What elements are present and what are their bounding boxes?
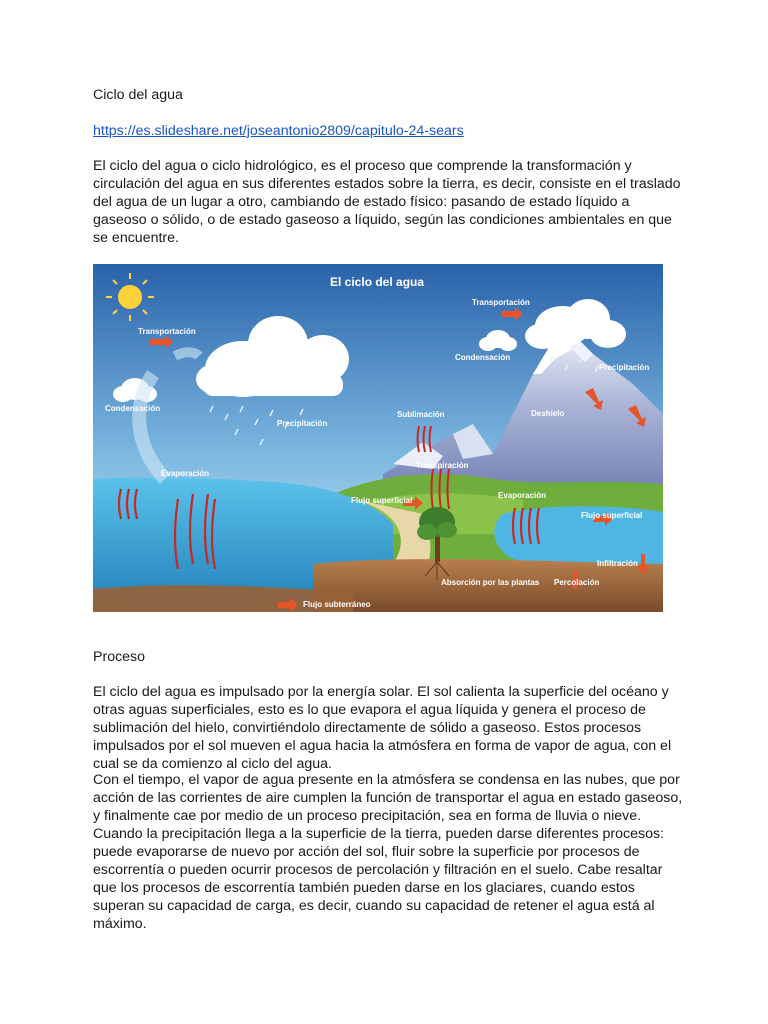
label-transpiration: Transpiración xyxy=(416,461,469,470)
document-heading: Ciclo del agua xyxy=(93,87,183,103)
label-condensation-right: Condensación xyxy=(455,353,511,362)
process-paragraph-2: Con el tiempo, el vapor de agua presente en la atmósfera se condensa en las nubes, que por acción de las corrientes de aire cumplen la función de transportar el agua en estado gaseoso, y finalmente cae por medio de un proceso precipitación, sea en forma de lluvia o nieve. Cuando la precipitación llega a la superficie de la tierra, pueden darse diferentes procesos: puede evaporarse de nuevo por acción del sol, fluir sobre la superficie por procesos de escorrentía o pueden ocurrir procesos de percolación y filtración en el suelo. Cabe resaltar que los procesos de escorrentía también pueden darse en los glaciares, cuando estos superan su capacidad de carga, es decir, cuando su capacidad de retener el agua está al máximo. xyxy=(93,772,683,932)
label-infiltration: Infiltración xyxy=(597,559,638,568)
label-transport-right: Transportación xyxy=(472,298,530,307)
label-surface-flow-left: Flujo superficial xyxy=(351,496,413,505)
section-heading: Proceso xyxy=(93,649,146,665)
label-precipitation-left: Precipitación xyxy=(277,419,328,428)
water-cycle-illustration xyxy=(93,264,663,612)
label-evaporation-left: Evaporación xyxy=(161,469,210,478)
label-thaw: Deshielo xyxy=(531,409,565,418)
label-sublimation: Sublimación xyxy=(397,410,445,419)
diagram-title: El ciclo del agua xyxy=(330,275,425,289)
label-percolation: Percolación xyxy=(554,578,600,587)
label-evaporation-right: Evaporación xyxy=(498,491,547,500)
source-link[interactable]: https://es.slideshare.net/joseantonio2809/capitulo-24-sears xyxy=(93,123,464,139)
water-cycle-diagram xyxy=(93,264,663,612)
label-transport-left: Transportación xyxy=(138,327,196,336)
label-plant-absorption: Absorción por las plantas xyxy=(441,578,540,587)
process-paragraph-1: El ciclo del agua es impulsado por la energía solar. El sol calienta la superficie del océano y otras aguas superficiales, esto es lo que evapora el agua líquida y genera el proceso de sublimación del hielo, convirtiéndolo directamente de sólido a gaseoso. Estos procesos impulsados por el sol mueven el agua hacia la atmósfera en forma de vapor de agua, con el cual se da comienzo al ciclo del agua. xyxy=(93,684,672,772)
intro-paragraph: El ciclo del agua o ciclo hidrológico, es el proceso que comprende la transformación y circulación del agua en sus diferentes estados sobre la tierra, es decir, consiste en el traslado del agua de un lugar a otro, cambiando de estado físico: pasando de estado líquido a gaseoso o sólido, o de estado gaseoso a líquido, según las condiciones ambientales en que se encuentre. xyxy=(93,158,681,246)
label-precipitation-right: Precipitación xyxy=(599,363,650,372)
label-condensation-left: Condensación xyxy=(105,404,161,413)
label-subsurface-flow: Flujo subterráneo xyxy=(303,600,371,609)
label-surface-flow-right: Flujo superficial xyxy=(581,511,643,520)
